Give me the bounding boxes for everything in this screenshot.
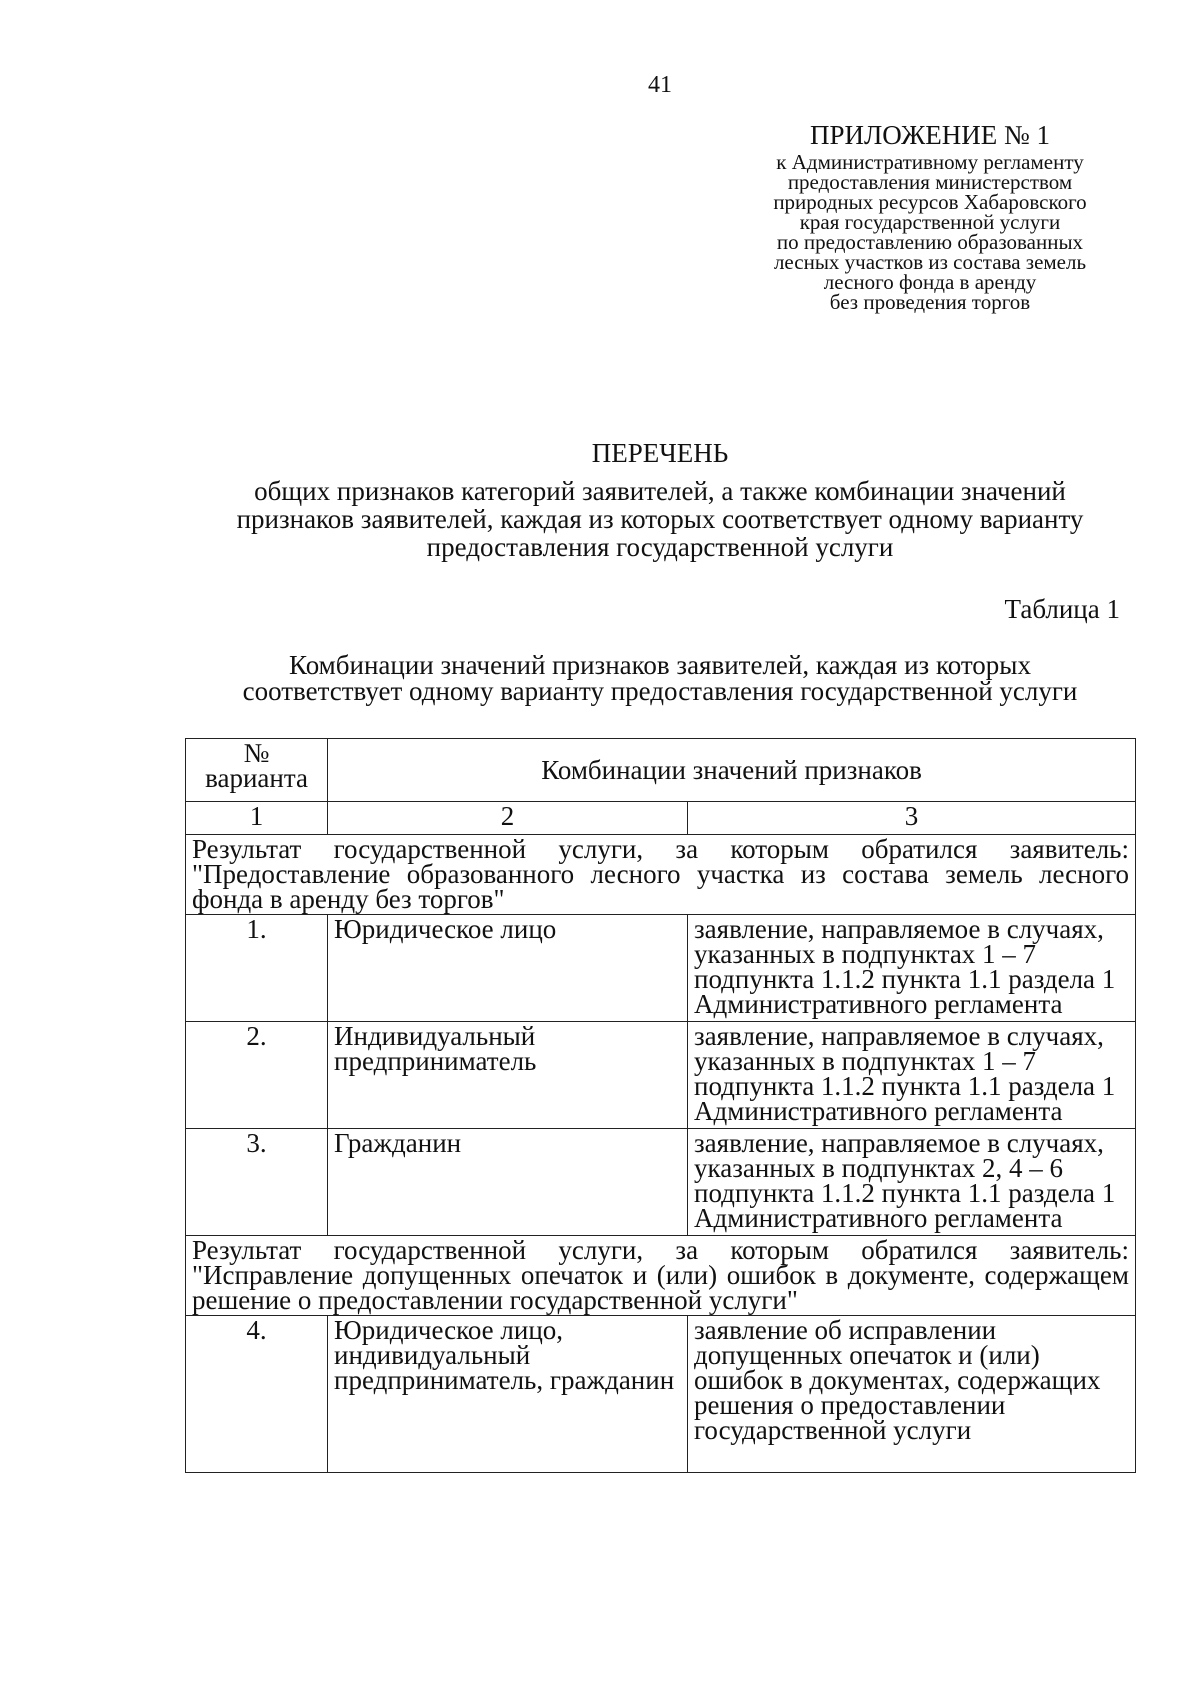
appendix-title: ПРИЛОЖЕНИЕ № 1	[809, 120, 1051, 150]
page-number: 41	[648, 72, 672, 98]
column-index: 3	[688, 802, 1136, 835]
header-variant-number: № варианта	[186, 739, 328, 802]
table-row	[186, 1316, 1136, 1473]
appendix-line: лесных участков из состава земель	[773, 250, 1087, 274]
variant-number: 4.	[186, 1316, 328, 1473]
table-caption-line: соответствует одному варианту предоставления государственной услуги	[242, 676, 1078, 706]
variant-number: 3.	[186, 1129, 328, 1236]
header-combinations: Комбинации значений признаков	[328, 739, 1136, 802]
result-cell: Результат государственной услуги, за которым обратился заявитель: "Исправление допущенных опечаток и (или) ошибок в документе, содержащем решение о предоставлении государственной услуги"	[186, 1236, 1136, 1316]
appendix-line: предоставления министерством	[787, 170, 1073, 194]
table-row	[186, 1129, 1136, 1236]
result-row	[186, 1236, 1136, 1316]
table-row	[186, 915, 1136, 1022]
column-index: 2	[328, 802, 688, 835]
table-caption-line: Комбинации значений признаков заявителей, каждая из которых	[289, 650, 1031, 680]
column-index-row	[186, 802, 1136, 835]
applicant-cell: Юридическое лицо	[328, 915, 688, 1022]
result-cell: Результат государственной услуги, за которым обратился заявитель: "Предоставление образованного лесного участка из состава земель лесного фонда в аренду без торгов"	[186, 835, 1136, 915]
document-cell: заявление об исправлении допущенных опечаток и (или) ошибок в документах, содержащих решения о предоставлении государственной услуги	[688, 1316, 1136, 1473]
appendix-block	[745, 118, 1115, 312]
column-index: 1	[186, 802, 328, 835]
main-subtitle-line: признаков заявителей, каждая из которых соответствует одному варианту	[236, 504, 1084, 534]
table-header-row	[186, 739, 1136, 802]
table-row	[186, 1022, 1136, 1129]
main-subtitle-line: общих признаков категорий заявителей, а также комбинации значений	[254, 476, 1066, 506]
appendix-line: лесного фонда в аренду	[823, 270, 1037, 294]
table-caption	[150, 652, 1170, 704]
appendix-line: к Административному регламенту	[776, 150, 1084, 174]
applicant-cell: Индивидуальный предприниматель	[328, 1022, 688, 1129]
applicant-cell: Гражданин	[328, 1129, 688, 1236]
main-subtitle-line: предоставления государственной услуги	[426, 532, 894, 562]
table-label: Таблица 1	[1004, 594, 1120, 624]
result-row	[186, 835, 1136, 915]
appendix-line: без проведения торгов	[829, 290, 1031, 314]
main-title: ПЕРЕЧЕНЬ	[591, 438, 729, 468]
appendix-line: по предоставлению образованных	[776, 230, 1084, 254]
document-cell: заявление, направляемое в случаях, указанных в подпунктах 1 – 7 подпункта 1.1.2 пункта 1.1 раздела 1 Административного регламента	[688, 915, 1136, 1022]
variant-number: 2.	[186, 1022, 328, 1129]
main-subtitle	[150, 477, 1170, 561]
variant-number: 1.	[186, 915, 328, 1022]
appendix-line: природных ресурсов Хабаровского	[773, 190, 1087, 214]
document-cell: заявление, направляемое в случаях, указанных в подпунктах 2, 4 – 6 подпункта 1.1.2 пункта 1.1 раздела 1 Административного регламента	[688, 1129, 1136, 1236]
document-cell: заявление, направляемое в случаях, указанных в подпунктах 1 – 7 подпункта 1.1.2 пункта 1.1 раздела 1 Административного регламента	[688, 1022, 1136, 1129]
applicant-cell: Юридическое лицо, индивидуальный предприниматель, гражданин	[328, 1316, 688, 1473]
appendix-line: края государственной услуги	[799, 210, 1061, 234]
combinations-table	[185, 738, 1136, 1473]
